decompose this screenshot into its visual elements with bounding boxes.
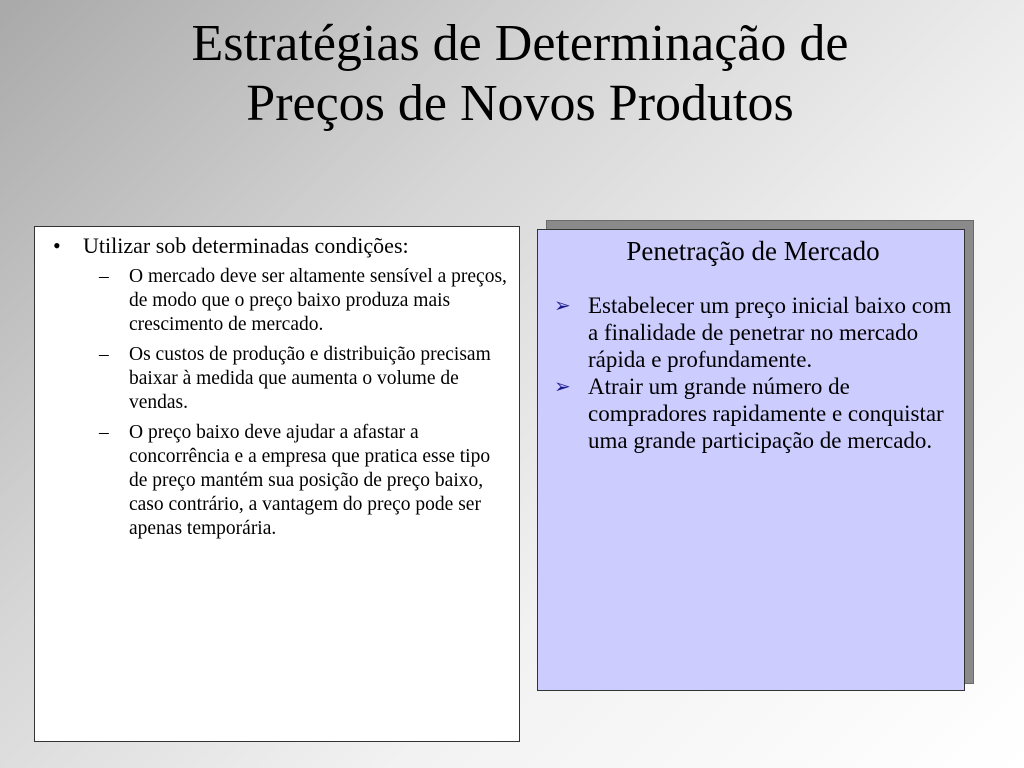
arrow-bullet-icon: ➢ bbox=[554, 293, 571, 317]
market-penetration-box bbox=[537, 229, 965, 691]
conditions-text-box bbox=[34, 226, 520, 742]
dash-icon: – bbox=[99, 266, 109, 287]
dash-icon: – bbox=[99, 344, 109, 365]
condition-item-text: Os custos de produção e distribuição precisam baixar à medida que aumenta o volume de vendas. bbox=[129, 344, 491, 413]
penetration-item-text: Estabelecer um preço inicial baixo com a finalidade de penetrar no mercado rápida e profundamente. bbox=[588, 293, 952, 372]
condition-item-text: O preço baixo deve ajudar a afastar a concorrência e a empresa que pratica esse tipo de preço mantém sua posição de preço baixo, caso contrário, a vantagem do preço pode ser apenas temporária. bbox=[129, 422, 491, 539]
market-penetration-heading: Penetração de Mercado bbox=[626, 236, 880, 266]
condition-item bbox=[47, 421, 509, 541]
dash-icon: – bbox=[99, 422, 109, 443]
arrow-bullet-icon: ➢ bbox=[554, 374, 571, 398]
condition-item bbox=[47, 265, 509, 337]
market-penetration-list bbox=[552, 292, 954, 454]
condition-item-text: O mercado deve ser altamente sensível a preços, de modo que o preço baixo produza mais crescimento de mercado. bbox=[129, 266, 507, 335]
slide-title-line-1: Estratégias de Determinação de bbox=[191, 15, 849, 72]
conditions-bullet-text: Utilizar sob determinadas condições: bbox=[83, 233, 409, 258]
penetration-item bbox=[552, 292, 954, 373]
slide-title bbox=[60, 14, 980, 134]
slide-title-line-2: Preços de Novos Produtos bbox=[246, 75, 794, 132]
conditions-sub-list bbox=[47, 265, 509, 541]
conditions-bullet bbox=[47, 233, 509, 259]
penetration-item bbox=[552, 373, 954, 454]
bullet-dot-icon: • bbox=[53, 233, 61, 258]
condition-item bbox=[47, 343, 509, 415]
penetration-item-text: Atrair um grande número de compradores rapidamente e conquistar uma grande participação de mercado. bbox=[588, 374, 944, 453]
